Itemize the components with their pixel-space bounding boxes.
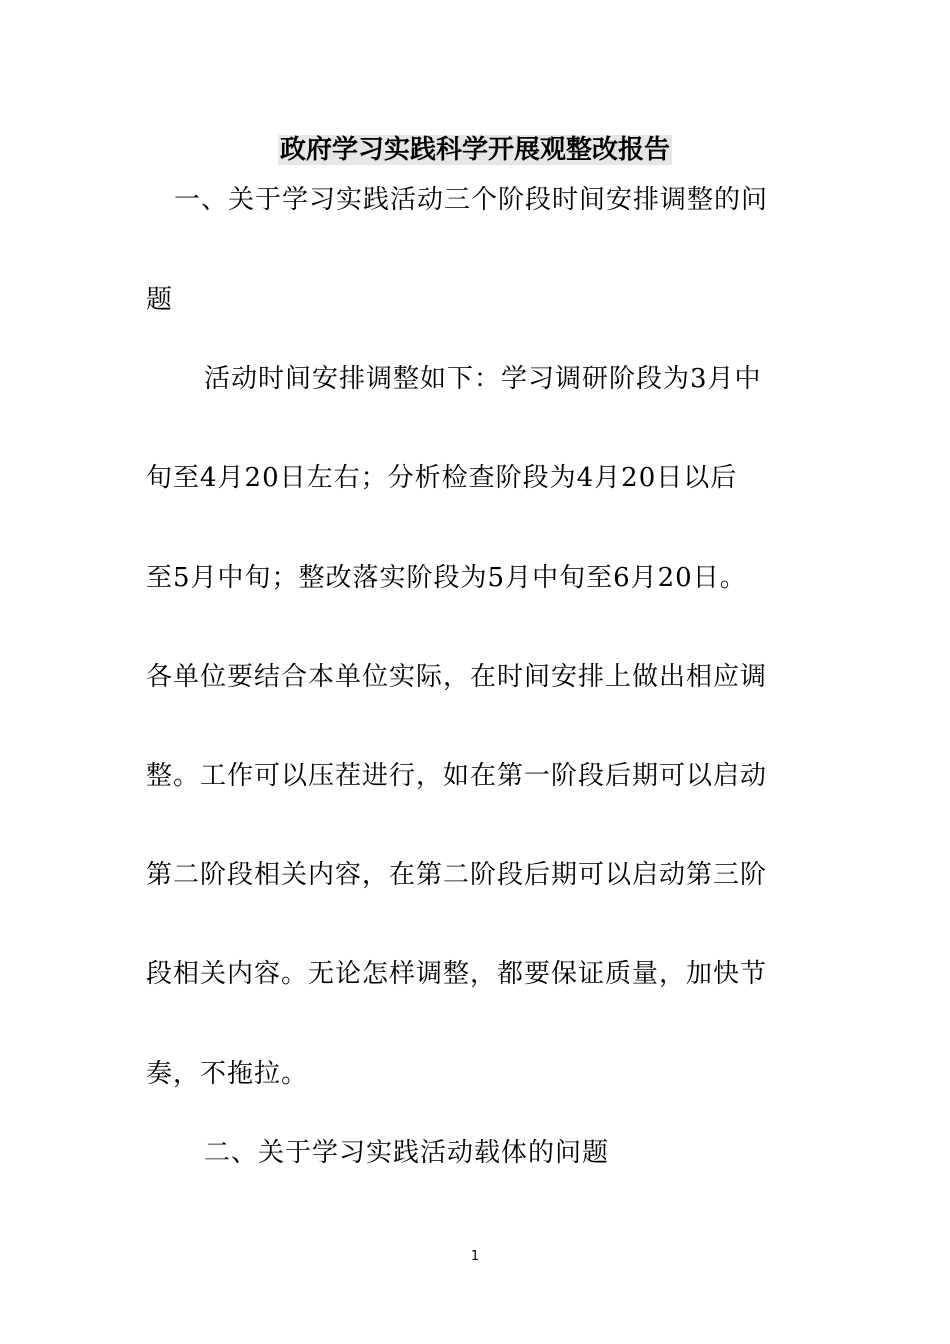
paragraph-line: 第二阶段相关内容，在第二阶段后期可以启动第三阶: [146, 860, 768, 890]
section-heading-2: 二、关于学习实践活动载体的问题: [204, 1138, 610, 1168]
paragraph-line: 整。工作可以压茬进行，如在第一阶段后期可以启动: [146, 761, 768, 791]
document-title: [0, 133, 950, 167]
paragraph-line: 旬至4月20日左右；分析检查阶段为4月20日以后: [146, 463, 738, 493]
document-title-text: 政府学习实践科学开展观整改报告: [279, 135, 670, 165]
page-number: 1: [470, 1249, 480, 1264]
section-heading-1: 一、关于学习实践活动三个阶段时间安排调整的问: [174, 185, 769, 215]
paragraph-line: 至5月中旬；整改落实阶段为5月中旬至6月20日。: [146, 563, 747, 593]
paragraph-line: 活动时间安排调整如下：学习调研阶段为3月中: [204, 364, 762, 394]
section-heading-1-continued: 题: [146, 285, 174, 315]
paragraph-line: 各单位要结合本单位实际，在时间安排上做出相应调: [146, 662, 768, 692]
paragraph-line: 奏，不拖拉。: [146, 1059, 309, 1089]
paragraph-line: 段相关内容。无论怎样调整，都要保证质量，加快节: [146, 959, 768, 989]
